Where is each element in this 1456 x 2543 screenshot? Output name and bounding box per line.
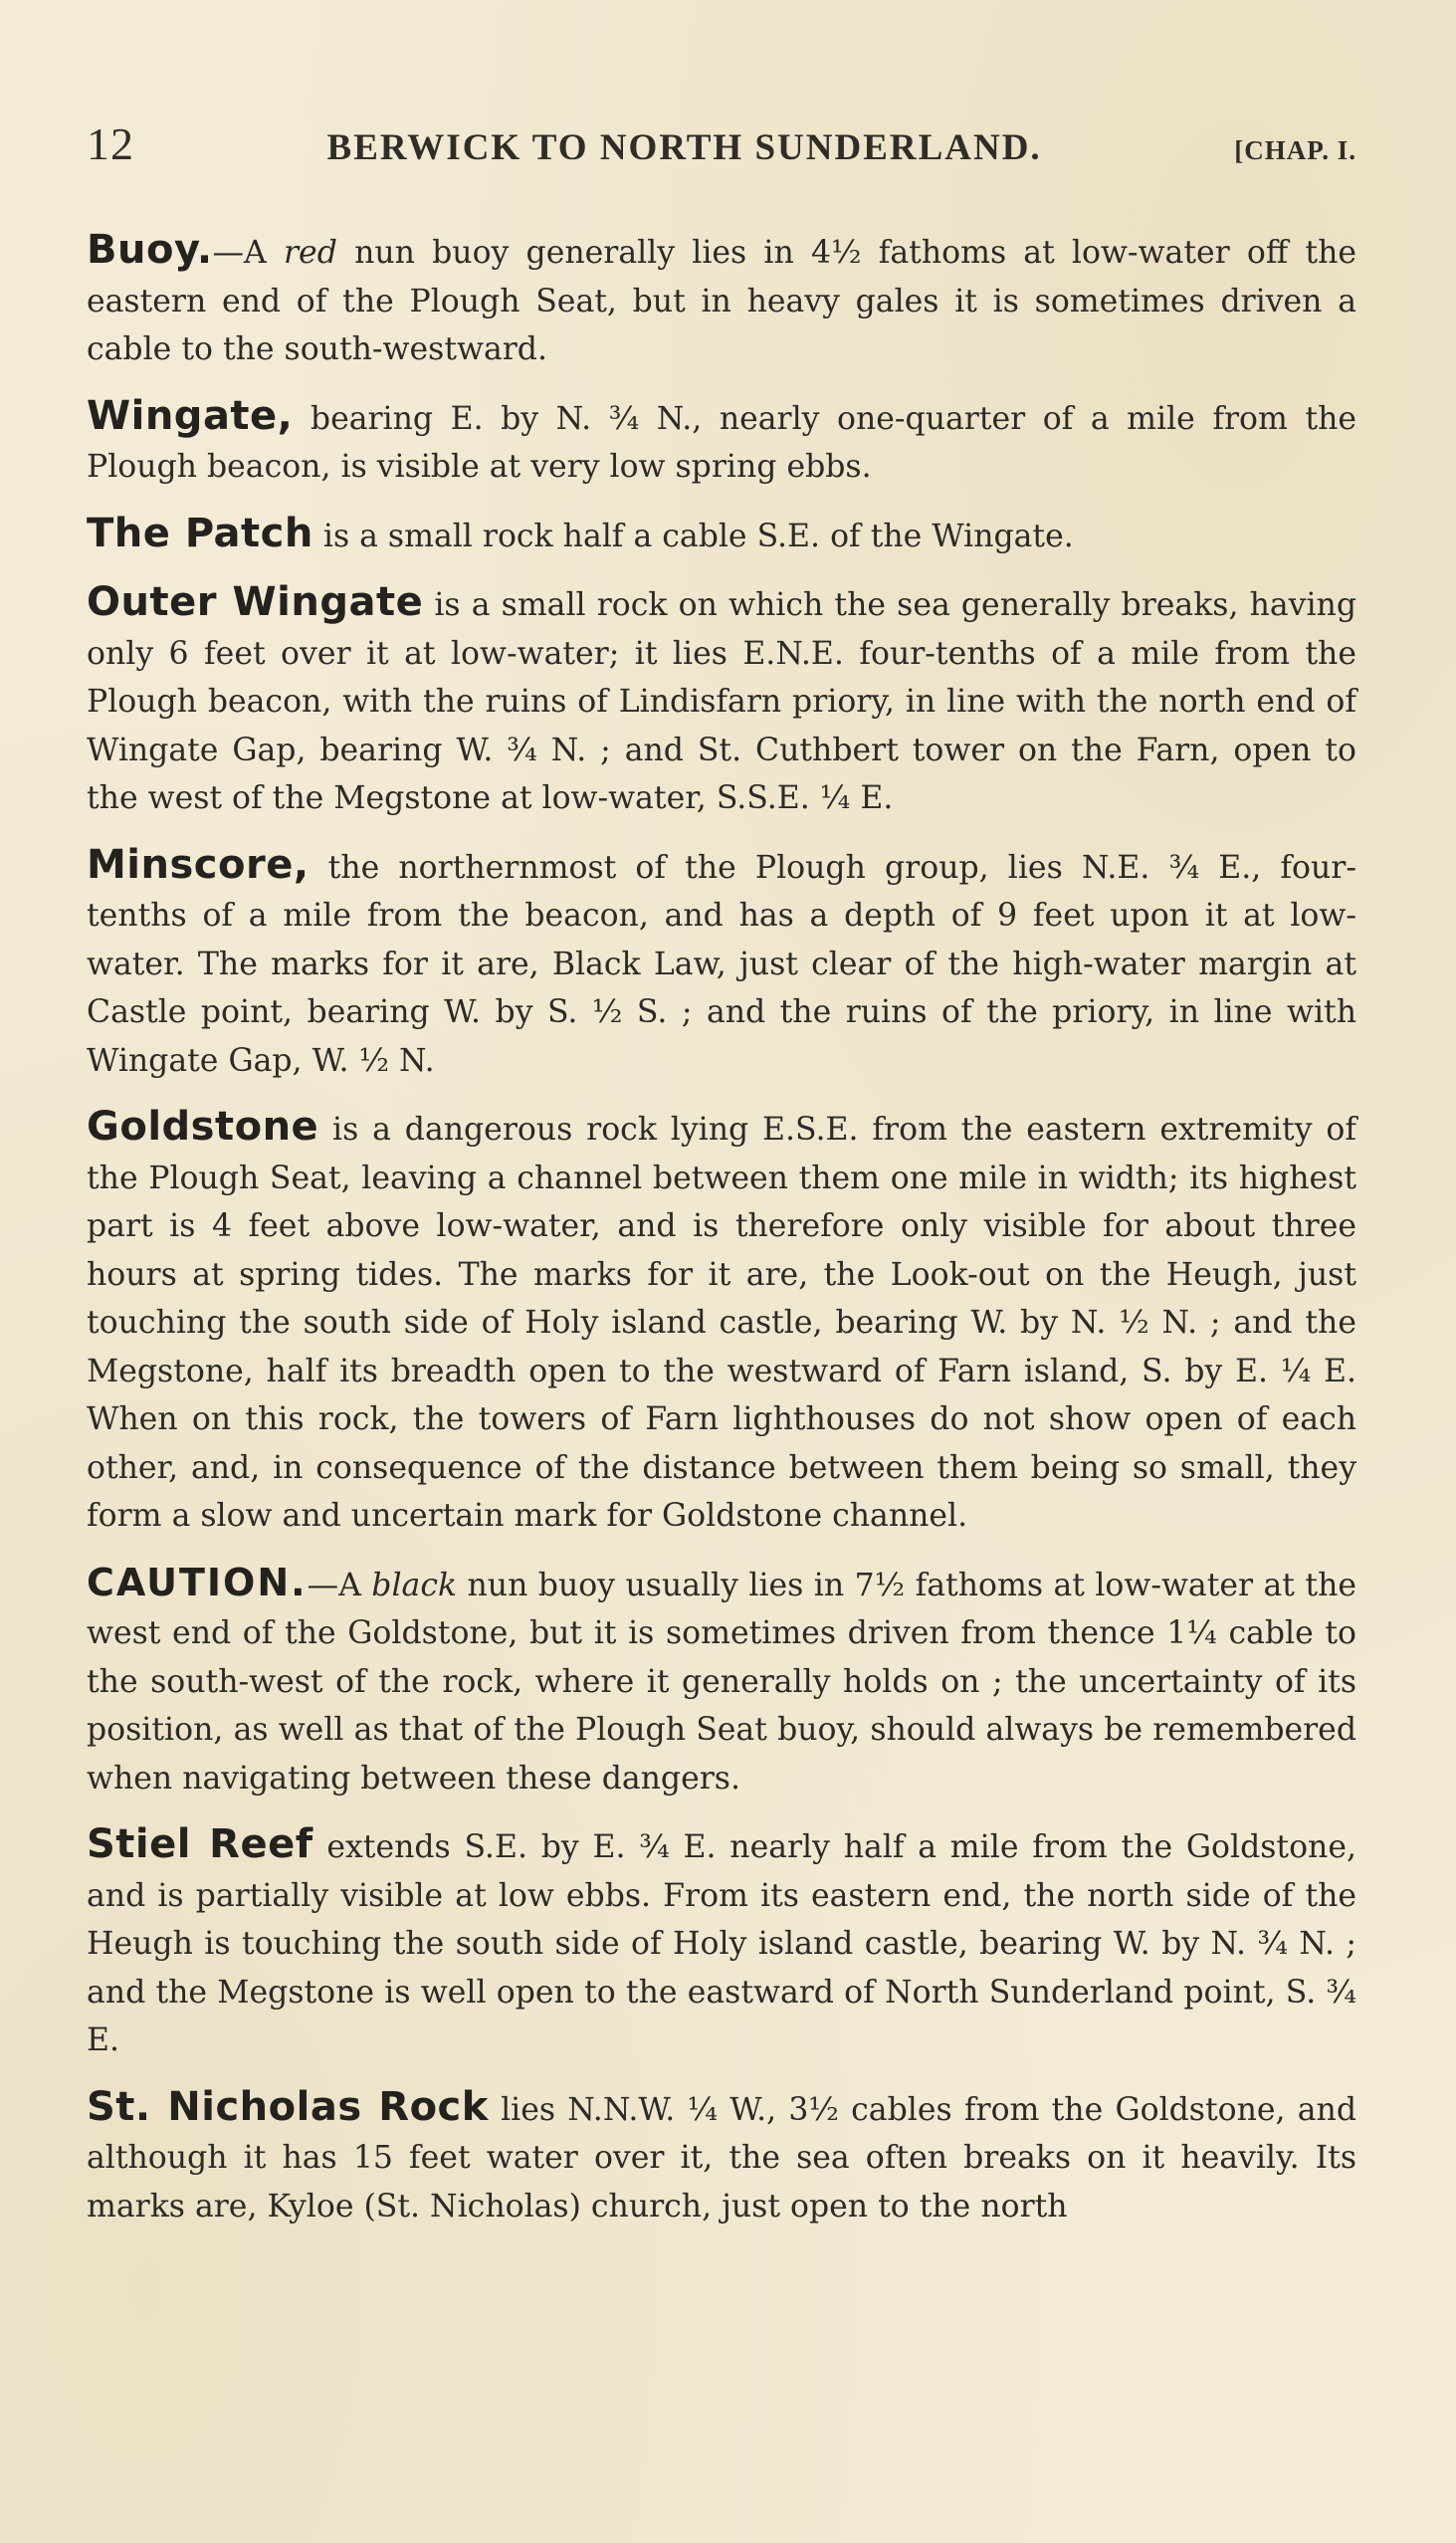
entry-text: nun buoy usually lies in 7½ fathoms at low-water at the west end of the Goldstone, but it is sometimes driven from thence 1¼ cable to the south-west of the rock, where it generally holds on ; the uncertainty of its position, as well as that of the Plough Seat buoy, should always be remembered when navigating between these dangers.	[87, 1567, 1356, 1797]
chapter-reference: [CHAP. I.	[1234, 135, 1356, 165]
page-number: 12	[87, 118, 134, 169]
entry-text: lies N.N.W. ¼ W., 3½ cables from the Goldstone, and although it has 15 feet water over it, the sea often breaks on it heavily. Its marks are, Kyloe (St. Nicholas) church, just open to the north	[87, 2091, 1356, 2225]
entry-wingate	[87, 392, 1356, 492]
entry-text: extends S.E. by E. ¾ E. nearly half a mile from the Goldstone, and is partially visible at low ebbs. From its eastern end, the north side of the Heugh is touching the south side of Holy island castle, bearing W. by N. ¾ N. ; and the Megstone is well open to the eastward of North Sunderland point, S. ¾ E.	[87, 1829, 1356, 2058]
entry-the-patch	[87, 510, 1356, 561]
entry-stiel-reef	[87, 1820, 1356, 2065]
entry-term: Outer Wingate	[87, 579, 424, 625]
entry-buoy	[87, 226, 1356, 374]
entry-st-nicholas-rock	[87, 2083, 1356, 2231]
entry-term: Goldstone	[87, 1104, 319, 1150]
entry-term: Wingate,	[87, 392, 294, 439]
running-head-title: BERWICK TO NORTH SUNDERLAND.	[326, 127, 1042, 168]
entry-goldstone	[87, 1103, 1356, 1541]
entry-outer-wingate	[87, 578, 1356, 823]
entry-term: St. Nicholas Rock	[87, 2083, 489, 2130]
entry-text: is a small rock half a cable S.E. of the Wingate.	[312, 518, 1074, 554]
entry-minscore	[87, 841, 1356, 1086]
entry-italic: black	[371, 1567, 458, 1603]
entry-term: The Patch	[87, 510, 313, 556]
entry-text: is a dangerous rock lying E.S.E. from the eastern extremity of the Plough Seat, leaving a channel between them one mile in width; its highest part is 4 feet above low-water, and is therefore only visible for about three hours at spring tides. The marks for it are, the Look-out on the Heugh, just touching the south side of Holy island castle, bearing W. by N. ½ N. ; and the Megstone, half its breadth open to the westward of Farn island, S. by E. ¼ E. When on this rock, the towers of Farn lighthouses do not show open of each other, and, in consequence of the distance between them being so small, they form a slow and uncertain mark for Goldstone channel.	[87, 1112, 1356, 1534]
entry-term: Minscore,	[87, 841, 310, 888]
entry-term: Stiel Reef	[87, 1821, 313, 1867]
running-head	[87, 117, 1356, 170]
entry-text: bearing E. by N. ¾ N., nearly one-quarter of a mile from the Plough beacon, is visible at very low spring ebbs.	[87, 400, 1356, 485]
entry-italic: red	[284, 235, 337, 271]
entry-text: —A	[307, 1567, 372, 1603]
entry-text: —A	[212, 235, 284, 271]
entry-text: the northernmost of the Plough group, lies N.E. ¾ E., four-tenths of a mile from the beacon, and has a depth of 9 feet upon it at low-water. The marks for it are, Black Law, just clear of the high-water margin at Castle point, bearing W. by S. ½ S. ; and the ruins of the priory, in line with Wingate Gap, W. ½ N.	[87, 849, 1356, 1079]
entry-term: Buoy.	[87, 227, 213, 273]
entry-caution	[87, 1559, 1356, 1803]
entry-text: nun buoy generally lies in 4½ fathoms at low-water off the eastern end of the Plough Seat, but in heavy gales it is sometimes driven a cable to the south-westward.	[87, 235, 1357, 367]
entry-term: CAUTION.	[87, 1560, 308, 1604]
entry-text: is a small rock on which the sea generally breaks, having only 6 feet over it at low-water; it lies E.N.E. four-tenths of a mile from the Plough beacon, with the ruins of Lindisfarn priory, in line with the north end of Wingate Gap, bearing W. ¾ N. ; and St. Cuthbert tower on the Farn, open to the west of the Megstone at low-water, S.S.E. ¼ E.	[87, 587, 1356, 816]
